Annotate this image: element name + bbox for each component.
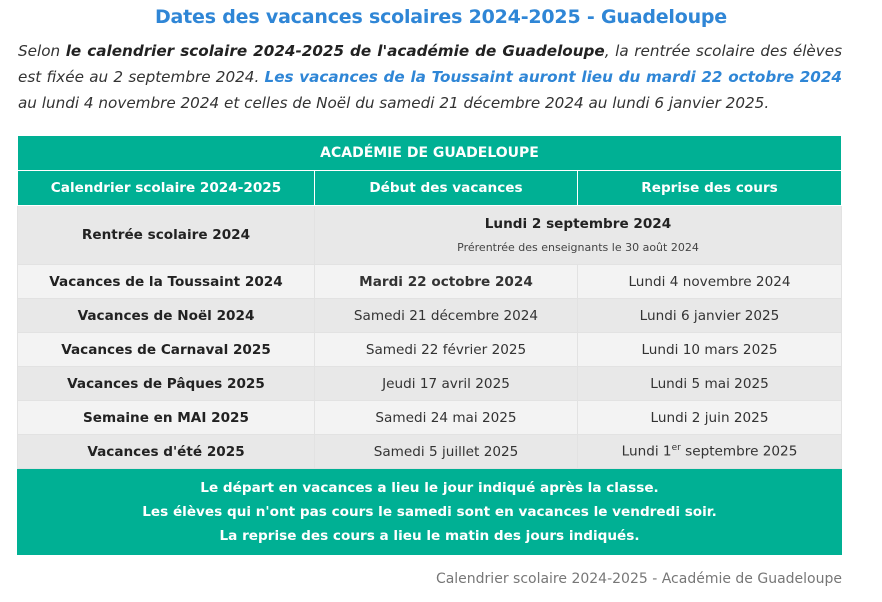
row-start: Samedi 21 décembre 2024 bbox=[315, 299, 578, 333]
row-end bbox=[578, 435, 842, 469]
academy-header: ACADÉMIE DE GUADELOUPE bbox=[18, 136, 842, 171]
table-row bbox=[18, 299, 842, 333]
page-title: Dates des vacances scolaires 2024-2025 - Guadeloupe bbox=[154, 6, 727, 28]
row-end: Lundi 4 novembre 2024 bbox=[578, 265, 842, 299]
row-label: Vacances de Pâques 2025 bbox=[18, 367, 315, 401]
row-start: Samedi 24 mai 2025 bbox=[315, 401, 578, 435]
row-start: Samedi 22 février 2025 bbox=[315, 333, 578, 367]
row-end: Lundi 2 juin 2025 bbox=[578, 401, 842, 435]
column-header-row bbox=[18, 171, 842, 206]
row-end: Lundi 10 mars 2025 bbox=[578, 333, 842, 367]
row-end-text: septembre 2025 bbox=[680, 443, 798, 460]
column-header-start: Début des vacances bbox=[315, 171, 578, 206]
table-row-rentree bbox=[18, 206, 842, 265]
ordinal-suffix: er bbox=[671, 443, 681, 454]
table-caption: Calendrier scolaire 2024-2025 - Académie de Guadeloupe bbox=[435, 571, 842, 587]
row-start: Jeudi 17 avril 2025 bbox=[315, 367, 578, 401]
row-label: Vacances d'été 2025 bbox=[18, 435, 315, 469]
row-label: Vacances de Carnaval 2025 bbox=[18, 333, 315, 367]
rentree-note: Prérentrée des enseignants le 30 août 2024 bbox=[457, 241, 699, 254]
footer-note: Le départ en vacances a lieu le jour indiqué après la classe. bbox=[200, 480, 659, 496]
row-label: Vacances de Noël 2024 bbox=[18, 299, 315, 333]
table-row bbox=[18, 367, 842, 401]
rentree-cell bbox=[315, 206, 842, 265]
row-label: Vacances de la Toussaint 2024 bbox=[18, 265, 315, 299]
column-header-calendar: Calendrier scolaire 2024-2025 bbox=[18, 171, 315, 206]
row-start: Mardi 22 octobre 2024 bbox=[315, 265, 578, 299]
row-end: Lundi 6 janvier 2025 bbox=[578, 299, 842, 333]
intro-text: , la rentrée scolaire des élèves est fixée au 2 septembre 2024. bbox=[18, 42, 843, 86]
intro-highlight: Les vacances de la Toussaint auront lieu du mardi 22 octobre 2024 bbox=[264, 68, 842, 86]
intro-text: Selon bbox=[18, 42, 66, 60]
footer-note: La reprise des cours a lieu le matin des jours indiqués. bbox=[219, 528, 640, 544]
footer-note: Les élèves qui n'ont pas cours le samedi sont en vacances le vendredi soir. bbox=[142, 504, 717, 520]
table-row bbox=[18, 333, 842, 367]
row-label: Semaine en MAI 2025 bbox=[18, 401, 315, 435]
row-end: Lundi 5 mai 2025 bbox=[578, 367, 842, 401]
rentree-date: Lundi 2 septembre 2024 bbox=[484, 216, 672, 232]
intro-text: au lundi 4 novembre 2024 et celles de Noël du samedi 21 décembre 2024 au lundi 6 janvier 2025. bbox=[18, 94, 770, 112]
table-row bbox=[18, 401, 842, 435]
row-start: Samedi 5 juillet 2025 bbox=[315, 435, 578, 469]
table-row bbox=[18, 435, 842, 469]
row-end-text: Lundi 1 bbox=[621, 443, 672, 460]
intro-paragraph bbox=[18, 38, 842, 116]
row-label: Rentrée scolaire 2024 bbox=[18, 206, 315, 265]
column-header-end: Reprise des cours bbox=[578, 171, 842, 206]
footer-notes bbox=[18, 469, 842, 555]
calendar-table bbox=[17, 135, 842, 555]
intro-bold: le calendrier scolaire 2024-2025 de l'académie de Guadeloupe bbox=[65, 42, 605, 60]
table-row bbox=[18, 265, 842, 299]
table-header-row bbox=[18, 136, 842, 171]
table-footer-row bbox=[18, 469, 842, 555]
